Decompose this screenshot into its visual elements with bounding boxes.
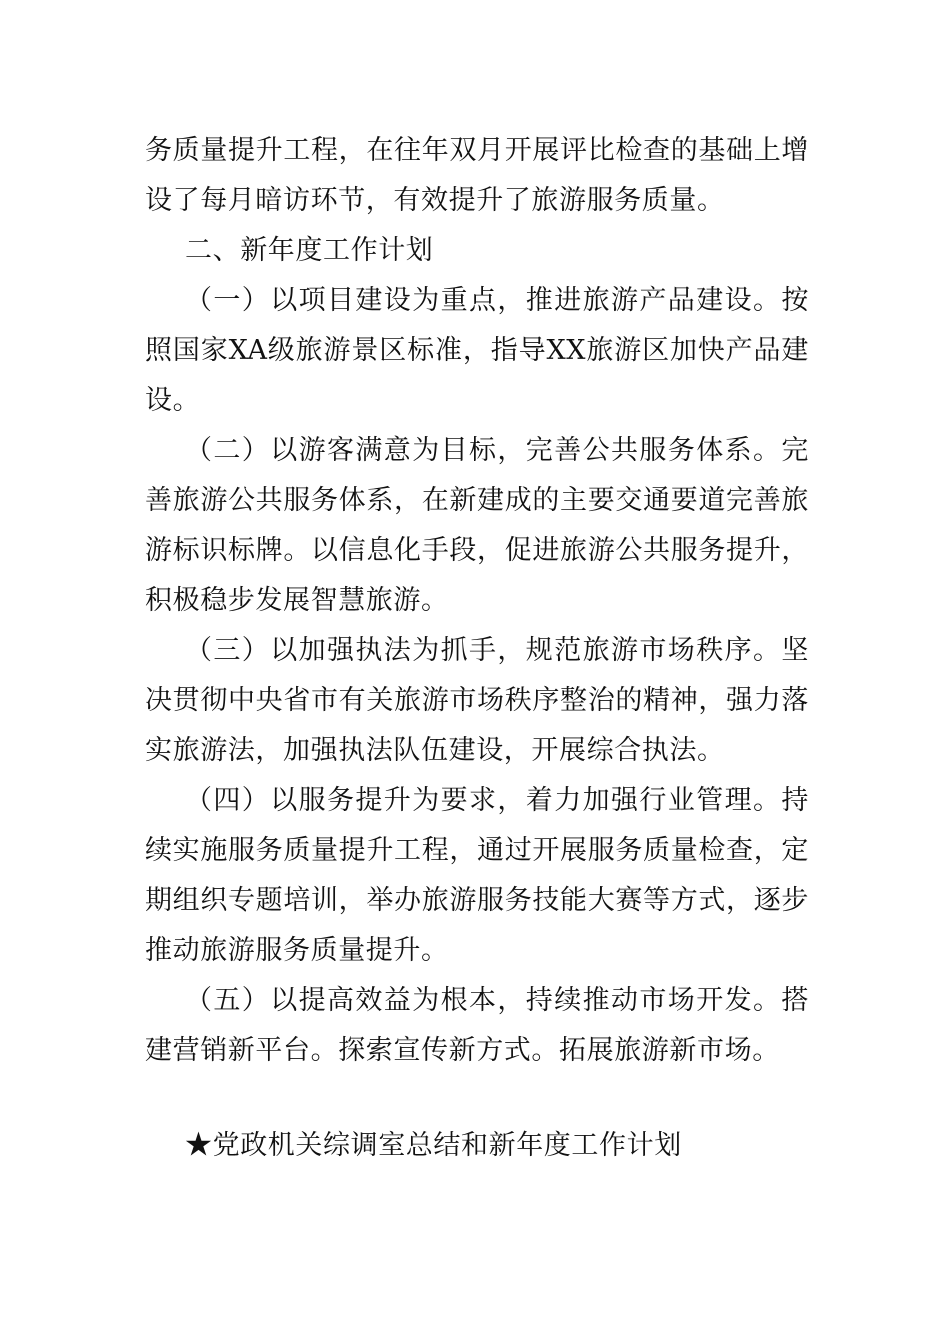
paragraph-plan-1: （一）以项目建设为重点，推进旅游产品建设。按照国家XA级旅游景区标准，指导XX旅游区加快产品建设。 bbox=[145, 285, 809, 416]
paragraph-plan-5: （五）以提高效益为根本，持续推动市场开发。搭建营销新平台。探索宣传新方式。拓展旅游新市场。 bbox=[145, 985, 809, 1066]
section-heading: 二、新年度工作计划 bbox=[185, 235, 434, 266]
paragraph-continuation: 务质量提升工程，在往年双月开展评比检查的基础上增设了每月暗访环节，有效提升了旅游服务质量。 bbox=[145, 135, 809, 216]
paragraph-plan-3: （三）以加强执法为抓手，规范旅游市场秩序。坚决贯彻中央省市有关旅游市场秩序整治的精神，强力落实旅游法，加强执法队伍建设，开展综合执法。 bbox=[145, 635, 809, 766]
next-article-title: ★党政机关综调室总结和新年度工作计划 bbox=[185, 1130, 682, 1161]
document-body bbox=[145, 126, 809, 1076]
paragraph-plan-2: （二）以游客满意为目标，完善公共服务体系。完善旅游公共服务体系，在新建成的主要交通要道完善旅游标识标牌。以信息化手段，促进旅游公共服务提升，积极稳步发展智慧旅游。 bbox=[145, 435, 809, 616]
paragraph-plan-4: （四）以服务提升为要求，着力加强行业管理。持续实施服务质量提升工程，通过开展服务质量检查，定期组织专题培训，举办旅游服务技能大赛等方式，逐步推动旅游服务质量提升。 bbox=[145, 785, 809, 966]
